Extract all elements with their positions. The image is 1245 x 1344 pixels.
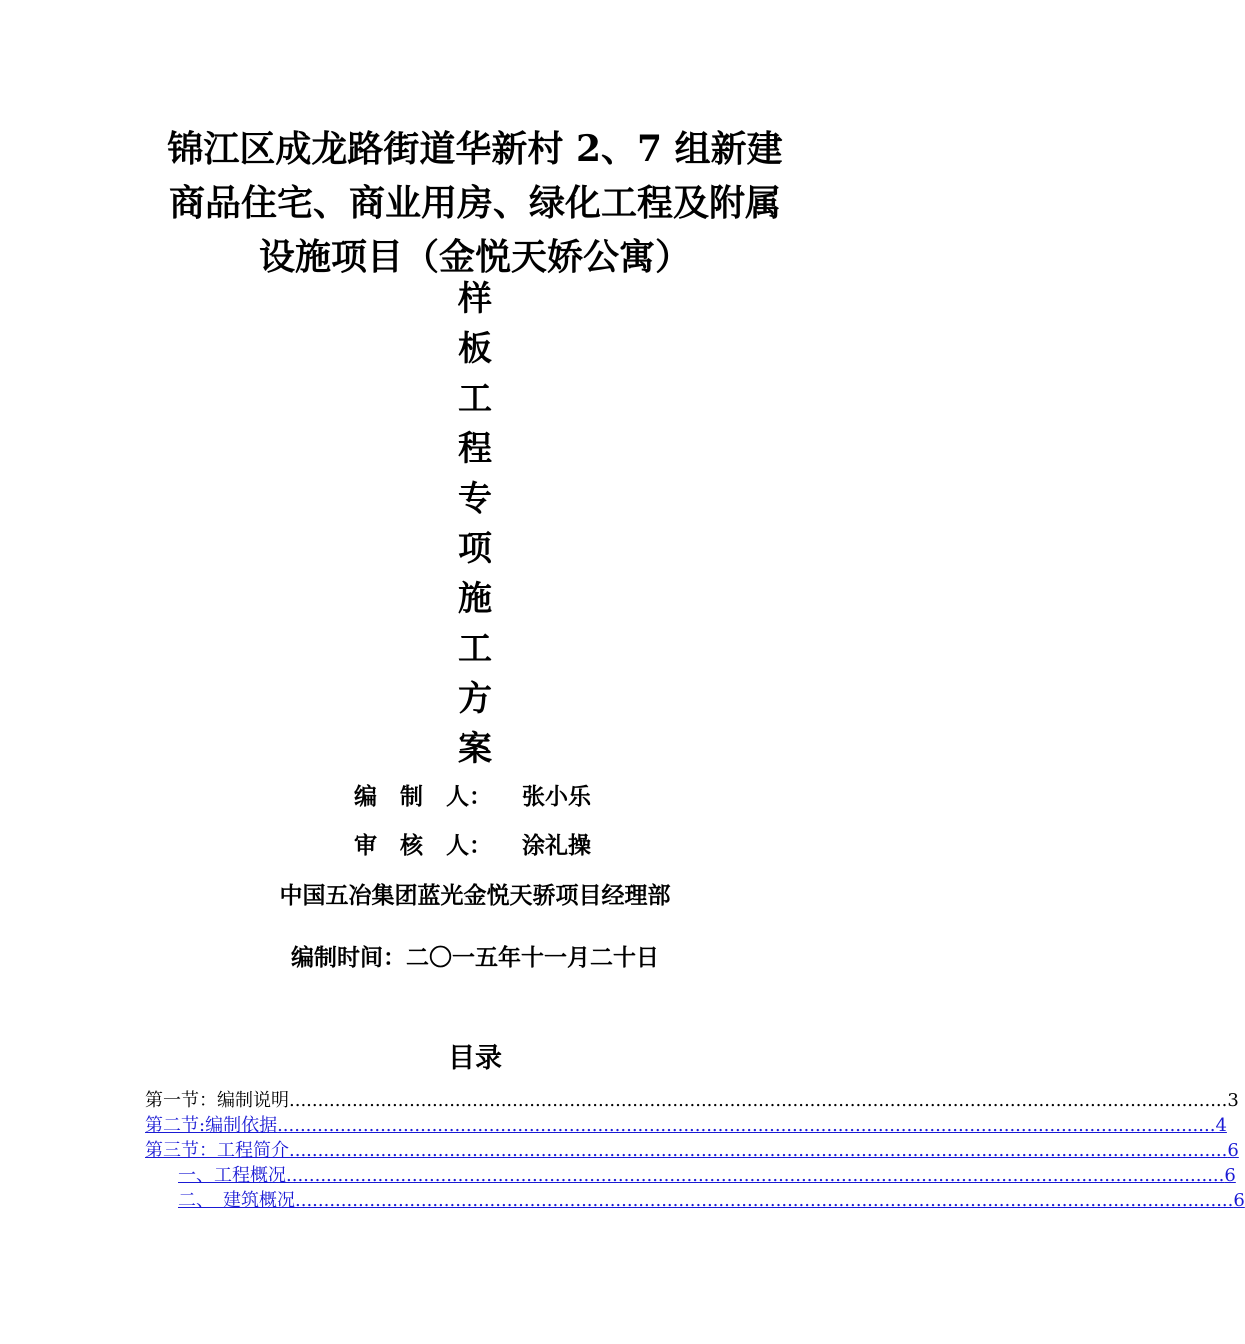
title-line-1: 锦江区成龙路街道华新村 2、7 组新建 — [167, 128, 783, 170]
toc-entry-text: 第一节：编制说明 — [145, 1090, 289, 1111]
compiler-row — [354, 782, 591, 812]
vertical-subtitle — [425, 274, 525, 774]
document-title — [100, 122, 850, 284]
toc-entry-page: 6 — [1233, 1190, 1245, 1211]
title-line-2: 商品住宅、商业用房、绿化工程及附属 — [168, 182, 781, 224]
reviewer-row — [354, 831, 591, 861]
subtitle-char: 施 — [458, 579, 492, 619]
toc-entry-page: 6 — [1227, 1140, 1239, 1161]
title-line-3: 设施项目（金悦天娇公寓） — [258, 236, 691, 278]
subtitle-char: 工 — [458, 629, 492, 669]
toc-entry-page: 3 — [1227, 1090, 1239, 1111]
toc-entry[interactable] — [145, 1088, 1239, 1113]
compile-date: 编制时间：二〇一五年十一月二十日 — [291, 944, 659, 971]
compiler-label: 编 制 人： — [354, 783, 492, 810]
subtitle-char: 案 — [458, 729, 492, 769]
subtitle-char: 样 — [458, 279, 492, 319]
toc-entry-link[interactable] — [145, 1138, 1239, 1163]
toc-leader-dots: .................................................................................................................................................................... — [289, 1140, 1228, 1161]
reviewer-name: 涂礼操 — [522, 832, 591, 859]
subtitle-char: 方 — [458, 679, 492, 719]
subtitle-char: 程 — [458, 429, 492, 469]
toc-entry-text: 二、 建筑概况 — [178, 1190, 295, 1211]
toc-leader-dots: .................................................................................................................................................................... — [295, 1190, 1234, 1211]
reviewer-label: 审 核 人： — [354, 832, 492, 859]
subtitle-char: 工 — [458, 379, 492, 419]
compiler-name: 张小乐 — [522, 783, 591, 810]
toc-leader-dots: .................................................................................................................................................................... — [289, 1090, 1228, 1111]
subtitle-char: 专 — [458, 479, 492, 519]
subtitle-char: 板 — [458, 329, 492, 369]
toc-title: 目录 — [448, 1043, 502, 1074]
toc-leader-dots: .................................................................................................................................................................... — [286, 1165, 1225, 1186]
toc-entry-link[interactable] — [145, 1113, 1227, 1138]
toc-entry-text: 一、工程概况 — [178, 1165, 286, 1186]
organization-name: 中国五冶集团蓝光金悦天骄项目经理部 — [279, 882, 671, 909]
toc-entry-link[interactable] — [145, 1188, 1245, 1213]
toc-leader-dots: .................................................................................................................................................................... — [277, 1115, 1216, 1136]
table-of-contents — [145, 1088, 1245, 1213]
toc-entry-page: 6 — [1224, 1165, 1236, 1186]
toc-entry-link[interactable] — [145, 1163, 1236, 1188]
toc-entry-text: 第三节：工程简介 — [145, 1140, 289, 1161]
toc-entry-text: 第二节:编制依据 — [145, 1115, 278, 1136]
subtitle-char: 项 — [458, 529, 492, 569]
toc-entry-page: 4 — [1215, 1115, 1227, 1136]
